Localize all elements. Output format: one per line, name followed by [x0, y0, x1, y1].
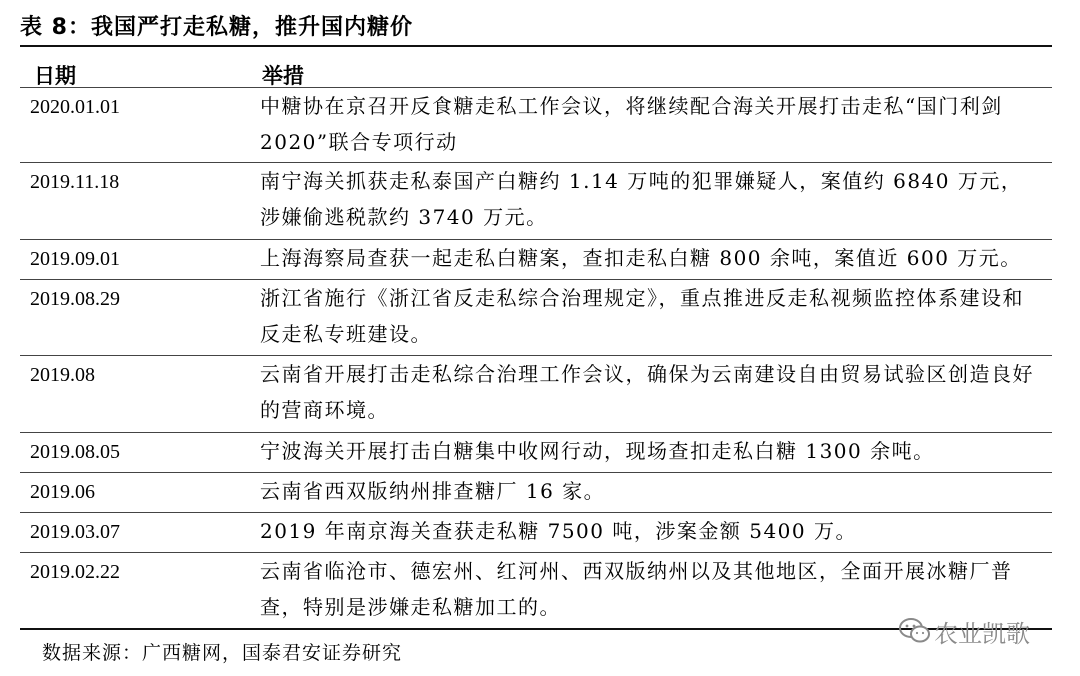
- row-date: 2019.03.07: [30, 521, 120, 543]
- header-date: 日期: [34, 64, 76, 88]
- row-date: 2019.02.22: [30, 561, 120, 583]
- row-measure: 云南省开展打击走私综合治理工作会议，确保为云南建设自由贸易试验区创造良好的营商环境。: [260, 362, 1034, 422]
- row-measure: 上海海察局查获一起走私白糖案，查扣走私白糖 800 余吨，案值近 600 万元。: [260, 246, 1022, 270]
- row-date: 2019.09.01: [30, 248, 120, 270]
- row-measure: 浙江省施行《浙江省反走私综合治理规定》，重点推进反走私视频监控体系建设和反走私专班建设。: [260, 286, 1024, 346]
- row-date: 2019.08: [30, 364, 95, 386]
- row-measure: 中糖协在京召开反食糖走私工作会议，将继续配合海关开展打击走私“国门利剑2020”联合专项行动: [260, 94, 1003, 154]
- table-title: 表 8：我国严打走私糖，推升国内糖价: [20, 15, 413, 40]
- row-date: 2019.08.29: [30, 288, 120, 310]
- row-measure: 2019 年南京海关查获走私糖 7500 吨，涉案金额 5400 万。: [260, 519, 857, 543]
- watermark: [898, 612, 1048, 648]
- row-date: 2019.06: [30, 481, 95, 503]
- row-measure: 宁波海关开展打击白糖集中收网行动，现场查扣走私白糖 1300 余吨。: [260, 439, 935, 463]
- row-measure: 云南省临沧市、德宏州、红河州、西双版纳州以及其他地区，全面开展冰糖厂普查，特别是涉嫌走私糖加工的。: [260, 559, 1013, 619]
- header-measure: 举措: [262, 64, 304, 88]
- source-note: 数据来源：广西糖网，国泰君安证券研究: [42, 642, 403, 664]
- row-date: 2019.11.18: [30, 171, 120, 193]
- row-measure: 云南省西双版纳州排查糖厂 16 家。: [260, 479, 606, 503]
- table-top-rule: [20, 45, 1052, 47]
- wechat-icon: [898, 616, 932, 646]
- row-date: 2020.01.01: [30, 96, 120, 118]
- row-measure: 南宁海关抓获走私泰国产白糖约 1.14 万吨的犯罪嫌疑人，案值约 6840 万元，涉嫌偷逃税款约 3740 万元。: [260, 169, 1023, 229]
- row-date: 2019.08.05: [30, 441, 120, 463]
- watermark-text: 农业凯歌: [934, 620, 1030, 648]
